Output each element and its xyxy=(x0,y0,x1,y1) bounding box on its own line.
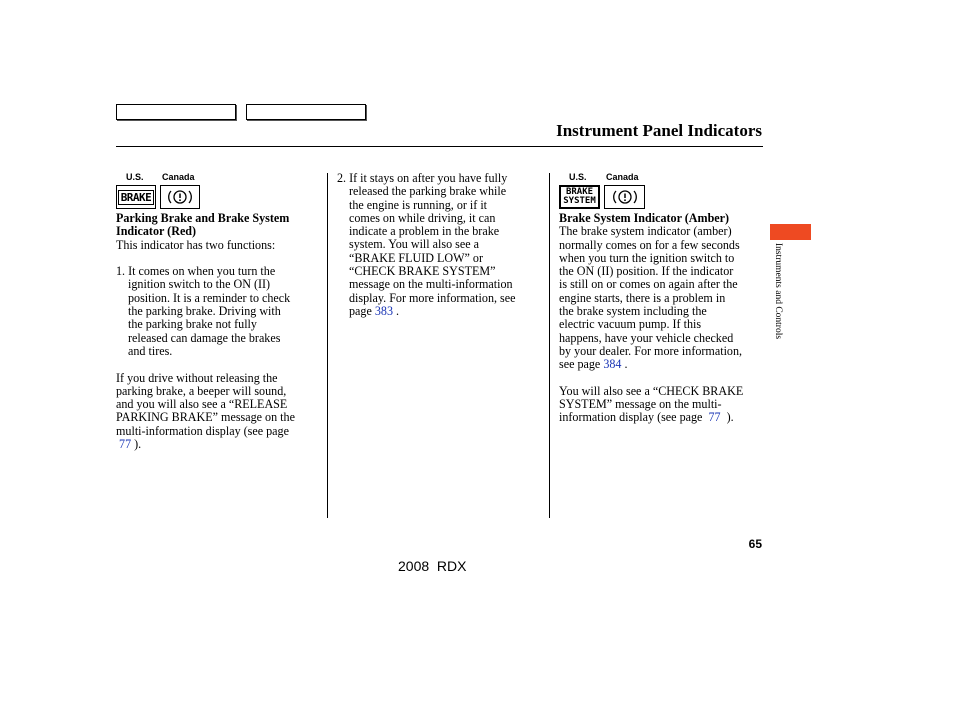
section-tab-marker xyxy=(770,224,811,240)
brake-warning-circle-icon-amber xyxy=(604,185,645,209)
section-heading-amber: Brake System Indicator (Amber) xyxy=(559,211,730,225)
section-heading-red: Parking Brake and Brake System xyxy=(116,211,290,225)
page-link-77[interactable]: 77 xyxy=(119,437,132,452)
column-divider-2 xyxy=(549,173,550,518)
footer-model: 2008 RDX xyxy=(398,558,467,574)
nav-button-1[interactable] xyxy=(116,104,236,120)
label-canada-right: Canada xyxy=(606,172,639,182)
nav-button-2[interactable] xyxy=(246,104,366,120)
left-column-text: Parking Brake and Brake System Indicator (Red) This indicator has two functions: 1. It comes on when you turn the ignition switch to the ON (II) position. It is a reminder to check the parking brake. Driving with the parking brake not fully released can damage the brakes and tires. If you drive without releasing the parking brake, a beeper will sound, and you will also see a “RELEASE PARKING BRAKE” message on the multi-information display (see page 77 ). xyxy=(116,212,321,451)
page-number: 65 xyxy=(748,537,762,551)
title-divider xyxy=(116,146,763,147)
column-divider-1 xyxy=(327,173,328,518)
label-canada: Canada xyxy=(162,172,195,182)
label-us: U.S. xyxy=(126,172,144,182)
page-link-77-right[interactable]: 77 xyxy=(708,410,721,425)
page-link-383[interactable]: 383 xyxy=(374,303,393,318)
middle-column-text: 2. If it stays on after you have fully released the parking brake while the engine is running, or if it comes on while driving, it can indicate a problem in the brake system. You will also see a “BRAKE FLUID LOW” or “CHECK BRAKE SYSTEM” message on the multi-information display. For more information, see page 383 . xyxy=(337,171,516,318)
page-title: Instrument Panel Indicators xyxy=(556,121,762,140)
section-tab-label: Instruments and Controls xyxy=(773,243,783,340)
right-column-text: Brake System Indicator (Amber) The brake system indicator (amber) normally comes on for a few seconds when you turn the ignition switch to the ON (II) position. If the indicator is still on or comes on again after the engine starts, there is a problem in the brake system including the electric vacuum pump. If this happens, have your vehicle checked by your dealer. For more information, see page 384 . You will also see a “CHECK BRAKE SYSTEM” message on the multi- information display (see page 77 ). xyxy=(559,212,769,425)
page-link-384[interactable]: 384 xyxy=(603,357,622,372)
section-heading-red-2: Indicator (Red) xyxy=(116,224,197,239)
brake-system-indicator-icon: BRAKE SYSTEM xyxy=(559,185,600,209)
label-us-right: U.S. xyxy=(569,172,587,182)
brake-indicator-icon: BRAKE xyxy=(116,185,156,209)
brake-warning-circle-icon xyxy=(160,185,200,209)
